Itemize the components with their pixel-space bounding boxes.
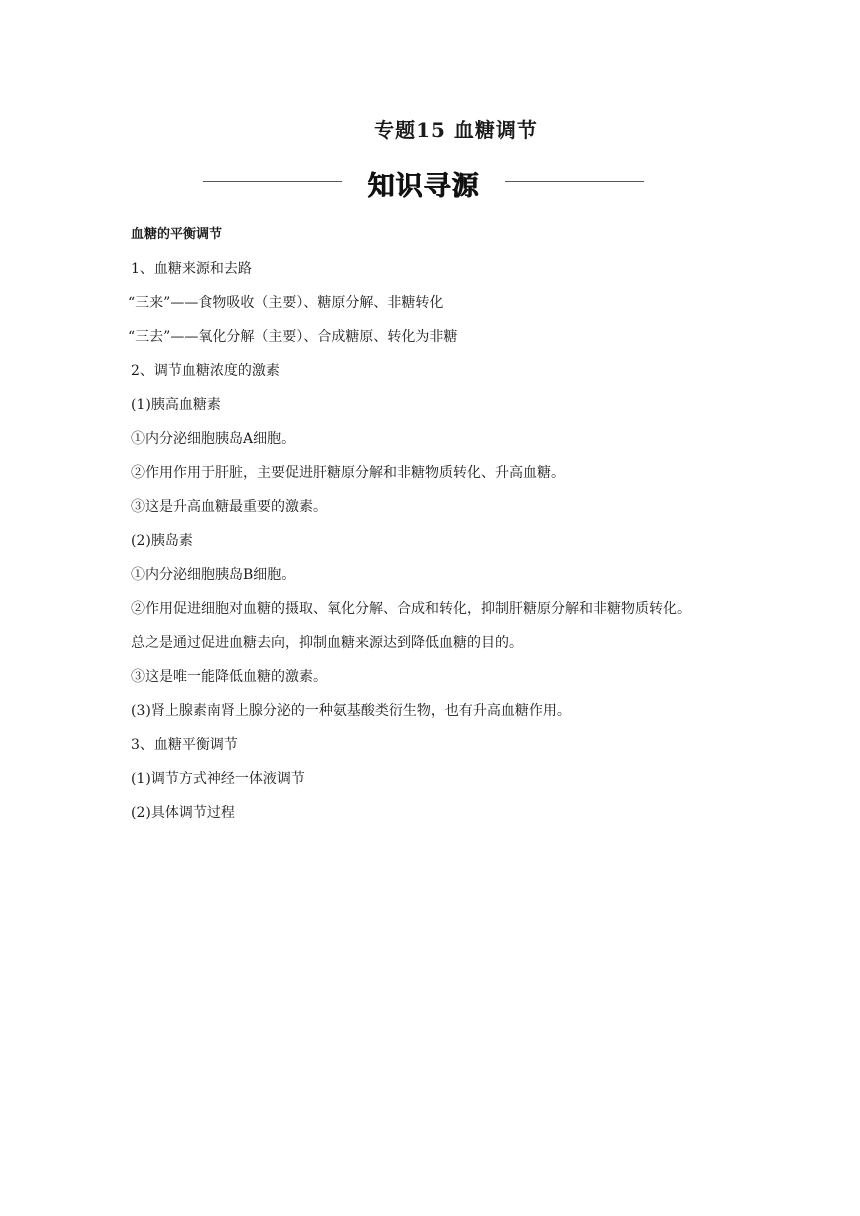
text-line: ③这是升高血糖最重要的激素。 bbox=[131, 499, 327, 515]
document-body bbox=[128, 226, 751, 838]
text-line: (3)肾上腺素南肾上腺分泌的一种氨基酸类衍生物，也有升高血糖作用。 bbox=[131, 703, 571, 719]
section-banner bbox=[203, 164, 644, 200]
text-line: ①内分泌细胞胰岛B细胞。 bbox=[131, 567, 296, 583]
section-heading: 血糖的平衡调节 bbox=[131, 227, 223, 242]
text-line: (2)具体调节过程 bbox=[131, 805, 235, 821]
text-line: 3、血糖平衡调节 bbox=[131, 737, 238, 753]
text-line: 总之是通过促进血糖去向，抑制血糖来源达到降低血糖的目的。 bbox=[131, 635, 523, 651]
text-line: 1、血糖来源和去路 bbox=[131, 261, 252, 277]
text-line: (1)胰高血糖素 bbox=[131, 397, 221, 413]
text-line: 2、调节血糖浓度的激素 bbox=[131, 363, 280, 379]
page-title: 专题15 血糖调节 bbox=[374, 118, 538, 142]
text-line: (1)调节方式神经一体液调节 bbox=[131, 771, 305, 787]
text-line: “三来”——食物吸收（主要）、糖原分解、非糖转化 bbox=[128, 295, 444, 311]
text-line: “三去”——氧化分解（主要）、合成糖原、转化为非糖 bbox=[128, 329, 458, 345]
text-line: (2)胰岛素 bbox=[131, 533, 193, 549]
text-line: ②作用促进细胞对血糖的摄取、氧化分解、合成和转化，抑制肝糖原分解和非糖物质转化。 bbox=[131, 601, 691, 617]
banner-title: 知识寻源 bbox=[367, 171, 480, 202]
banner-right-rule bbox=[505, 181, 644, 182]
text-line: ①内分泌细胞胰岛A细胞。 bbox=[131, 431, 296, 447]
text-line: ②作用作用于肝脏，主要促进肝糖原分解和非糖物质转化、升高血糖。 bbox=[131, 465, 565, 481]
text-line: ③这是唯一能降低血糖的激素。 bbox=[131, 669, 327, 685]
